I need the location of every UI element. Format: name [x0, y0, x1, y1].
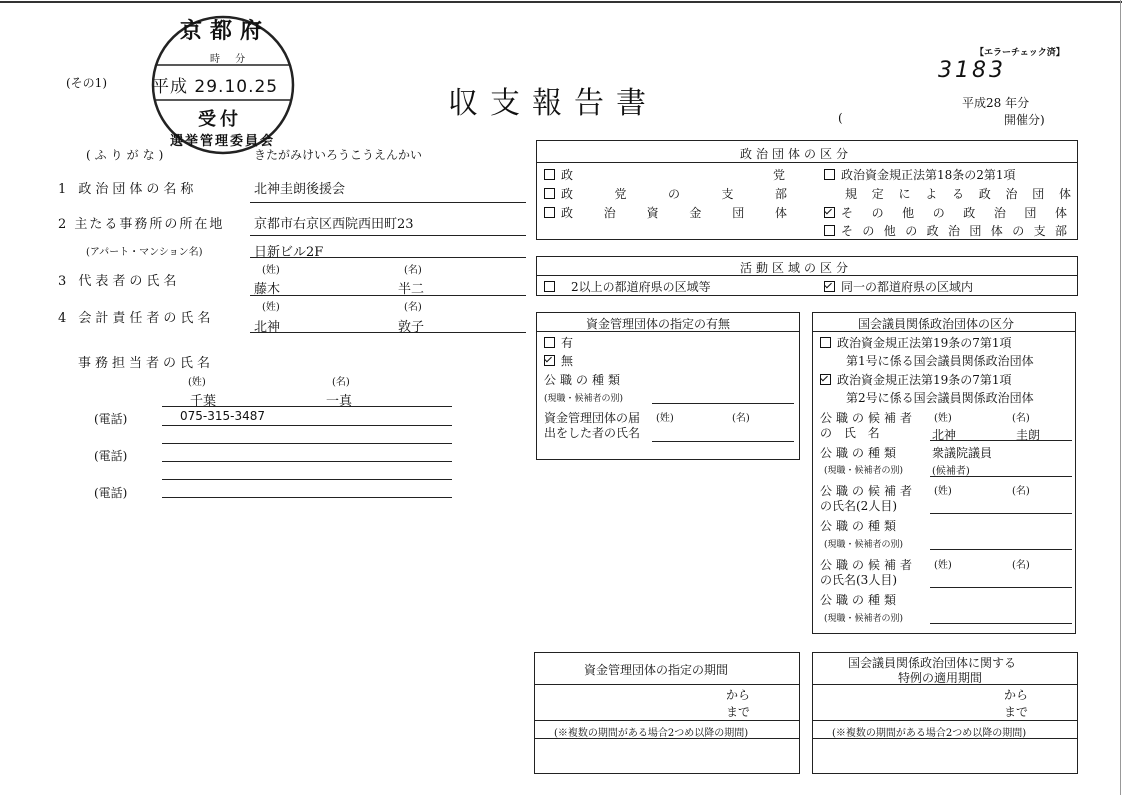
- fund-notifier-label1: 資金管理団体の届: [544, 411, 641, 425]
- document-number: 3183: [938, 58, 1006, 83]
- rep-mei-label: (名): [404, 265, 422, 276]
- office-value: 京都市右京区西院西田町23: [254, 217, 414, 232]
- org-name-label: 1 政治団体の名称: [58, 182, 198, 197]
- org-type-item-branch[interactable]: [544, 185, 787, 202]
- checkbox-fund-no[interactable]: [544, 355, 555, 366]
- stamp-prefecture: 京都府: [180, 18, 271, 44]
- area-header: 活動区域の区分: [740, 261, 853, 275]
- diet-kind-sub: (現職・候補者の別): [824, 466, 904, 476]
- period-fund-mid-line: [534, 720, 800, 721]
- staff-sei-label: (姓): [188, 377, 206, 388]
- diet-cand2-label2: の氏名(2人目): [820, 499, 897, 513]
- diet-kind3-line: [930, 623, 1072, 624]
- org-type-other[interactable]: [824, 204, 1067, 221]
- rep-sei: 藤木: [254, 282, 281, 297]
- diet-opt2a-label: 政治資金規正法第19条の7第1項: [837, 373, 1012, 387]
- checkbox-area-multi[interactable]: [544, 281, 555, 292]
- org-type-art18b: [845, 185, 1071, 202]
- period-diet-from: から: [1004, 688, 1029, 702]
- period-diet-mid-line: [812, 720, 1078, 721]
- staff-mei: 一真: [326, 394, 353, 409]
- stamp-time: 時 分: [210, 54, 252, 65]
- area-option1-label: 2以上の都道府県の区域等: [571, 280, 711, 294]
- apt-value: 日新ビル2F: [254, 245, 324, 260]
- period-diet-note: (※複数の期間がある場合2つめ以降の期間): [832, 728, 1027, 739]
- diet-opt1a-label: 政治資金規正法第19条の7第1項: [837, 336, 1012, 350]
- checkbox-diet-opt1[interactable]: [820, 337, 831, 348]
- period-fund-header: 資金管理団体の指定の期間: [584, 663, 729, 677]
- acct-sei-label: (姓): [262, 302, 280, 313]
- phone-label-1: (電話): [94, 412, 128, 426]
- checkbox-branch[interactable]: [544, 188, 555, 199]
- org-type-other-branch[interactable]: [824, 222, 1067, 239]
- diet-cand3-label1: 公職の候補者: [820, 558, 917, 572]
- right-edge: [1120, 0, 1121, 795]
- acct-sei: 北神: [254, 320, 281, 335]
- checkbox-party[interactable]: [544, 169, 555, 180]
- office-label: 2 主たる事務所の所在地: [58, 217, 225, 232]
- org-name-value: 北神圭朗後援会: [254, 182, 346, 197]
- diet-cand-sei: 北神: [932, 428, 957, 442]
- diet-kind-sub-value: (候補者): [932, 466, 970, 477]
- period-fund-note-line: [534, 738, 800, 739]
- diet-kind-label: 公職の種類: [820, 446, 901, 460]
- diet-cand2-line: [930, 513, 1072, 514]
- diet-opt2[interactable]: [820, 371, 1012, 388]
- diet-cand-label2: の 氏 名: [820, 426, 884, 440]
- checkbox-diet-opt2[interactable]: [820, 374, 831, 385]
- phone-line-2b: [162, 479, 452, 480]
- diet-cand2-mei-label: (名): [1012, 486, 1030, 497]
- diet-cand-mei: 圭朗: [1016, 428, 1041, 442]
- org-type-item-fund[interactable]: [544, 204, 787, 221]
- diet-mei-label: (名): [1012, 413, 1030, 424]
- diet-kind3-sub: (現職・候補者の別): [824, 614, 904, 624]
- org-type-art18[interactable]: [824, 166, 1016, 183]
- stamp-date: 平成 29.10.25: [152, 77, 279, 97]
- error-check-note: 【エラーチェック済】: [975, 48, 1065, 58]
- sono-label: (その1): [66, 76, 107, 90]
- diet-kind2-label: 公職の種類: [820, 519, 901, 533]
- period-fund-header-line: [534, 684, 800, 685]
- fund-no-label: 無: [561, 354, 574, 368]
- stamp-received: 受付: [198, 109, 242, 130]
- period-diet-header1: 国会議員関係政治団体に関する: [848, 656, 1017, 670]
- period-fund-note: (※複数の期間がある場合2つめ以降の期間): [554, 728, 749, 739]
- staff-label: 事務担当者の氏名: [78, 356, 215, 371]
- diet-sei-label: (姓): [934, 413, 952, 424]
- diet-cand3-line: [930, 587, 1072, 588]
- rep-label: 3 代表者の氏名: [58, 274, 181, 289]
- diet-cand2-sei-label: (姓): [934, 486, 952, 497]
- org-name-line: [250, 202, 526, 203]
- diet-opt2b-label: 第2号に係る国会議員関係政治団体: [846, 391, 1034, 405]
- staff-line: [162, 406, 452, 407]
- area-option-multi[interactable]: [544, 278, 711, 295]
- fund-kind-line: [652, 403, 794, 404]
- area-option-single[interactable]: [824, 278, 973, 295]
- period-diet-to: まで: [1004, 705, 1029, 719]
- phone-line-1: [162, 425, 452, 426]
- reception-stamp: [148, 12, 298, 158]
- checkbox-area-single[interactable]: [824, 281, 835, 292]
- stamp-office: 選挙管理委員会: [170, 134, 276, 149]
- furigana-label: (ふりがな): [86, 148, 168, 162]
- phone-line-2: [162, 461, 452, 462]
- checkbox-other[interactable]: [824, 207, 835, 218]
- diet-cand3-label2: の氏名(3人目): [820, 573, 897, 587]
- fund-notifier-label2: 出をした者の氏名: [544, 426, 641, 440]
- year-label: 平成28 年分: [962, 96, 1030, 110]
- phone-line-3: [162, 497, 452, 498]
- fund-mgmt-header: 資金管理団体の指定の有無: [586, 317, 731, 331]
- org-type-item-party[interactable]: [544, 166, 787, 183]
- other-label: その他の政治団体: [841, 206, 1067, 220]
- checkbox-art18[interactable]: [824, 169, 835, 180]
- period-diet-note-line: [812, 738, 1078, 739]
- diet-header: 国会議員関係政治団体の区分: [858, 317, 1015, 331]
- fund-kind-label: 公職の種類: [544, 373, 625, 387]
- diet-kind2-sub: (現職・候補者の別): [824, 540, 904, 550]
- office-line: [250, 235, 526, 236]
- diet-cand3-mei-label: (名): [1012, 560, 1030, 571]
- diet-cand2-label1: 公職の候補者: [820, 484, 917, 498]
- fund-notifier-line: [652, 441, 794, 442]
- diet-opt1b-label: 第1号に係る国会議員関係政治団体: [846, 354, 1034, 368]
- diet-opt1[interactable]: [820, 334, 1012, 351]
- fund-kind-sub: (現職・候補者の別): [544, 394, 624, 404]
- apt-line: [250, 257, 526, 258]
- area-option2-label: 同一の都道府県の区域内: [841, 280, 974, 294]
- furigana-value: きたがみけいろうこうえんかい: [254, 148, 423, 162]
- diet-cand-label1: 公職の候補者: [820, 411, 917, 425]
- period-diet-header2: 特例の適用期間: [898, 671, 983, 685]
- acct-mei: 敦子: [398, 320, 425, 335]
- top-border: [0, 1, 1122, 3]
- fund-mgmt-yes[interactable]: [544, 334, 573, 351]
- apt-label: (アパート・マンション名): [86, 247, 203, 258]
- org-type-header-line: [536, 162, 1078, 163]
- diet-kind2-line: [930, 549, 1072, 550]
- acct-line: [250, 332, 526, 333]
- org-type-header: 政治団体の区分: [740, 147, 853, 161]
- diet-kind-value: 衆議院議員: [932, 446, 993, 460]
- diet-kind3-label: 公職の種類: [820, 593, 901, 607]
- phone-value-1: 075-315-3487: [180, 409, 266, 423]
- fund-mgmt-no[interactable]: [544, 352, 573, 369]
- rep-mei: 半二: [398, 282, 425, 297]
- acct-mei-label: (名): [404, 302, 422, 313]
- acct-label: 4 会計責任者の氏名: [58, 311, 215, 326]
- fund-sei-label: (姓): [656, 413, 674, 424]
- period-fund-to: まで: [726, 705, 751, 719]
- diet-cand3-sei-label: (姓): [934, 560, 952, 571]
- branch-label: 政党の支部: [561, 187, 787, 201]
- other-branch-label: その他の政治団体の支部: [841, 224, 1067, 238]
- document-title: 収支報告書: [448, 86, 658, 121]
- staff-mei-label: (名): [332, 377, 350, 388]
- fund-label: 政治資金団体: [561, 206, 787, 220]
- art18-label: 政治資金規正法第18条の2第1項: [841, 168, 1016, 182]
- staff-sei: 千葉: [190, 394, 217, 409]
- rep-line: [250, 295, 526, 296]
- diet-cand-line: [930, 440, 1072, 441]
- party-label: 政 党: [561, 168, 785, 182]
- fund-yes-label: 有: [561, 336, 574, 350]
- checkbox-fund[interactable]: [544, 207, 555, 218]
- phone-label-2: (電話): [94, 449, 128, 463]
- held-open-paren: (: [838, 111, 843, 125]
- held-label: 開催分): [1004, 113, 1045, 127]
- phone-line-1b: [162, 443, 452, 444]
- fund-mei-label: (名): [732, 413, 750, 424]
- checkbox-other-branch[interactable]: [824, 225, 835, 236]
- art18b-label: 規定による政治団体: [845, 187, 1071, 201]
- diet-kind-line: [930, 476, 1072, 477]
- rep-sei-label: (姓): [262, 265, 280, 276]
- phone-label-3: (電話): [94, 486, 128, 500]
- period-fund-from: から: [726, 688, 751, 702]
- checkbox-fund-yes[interactable]: [544, 337, 555, 348]
